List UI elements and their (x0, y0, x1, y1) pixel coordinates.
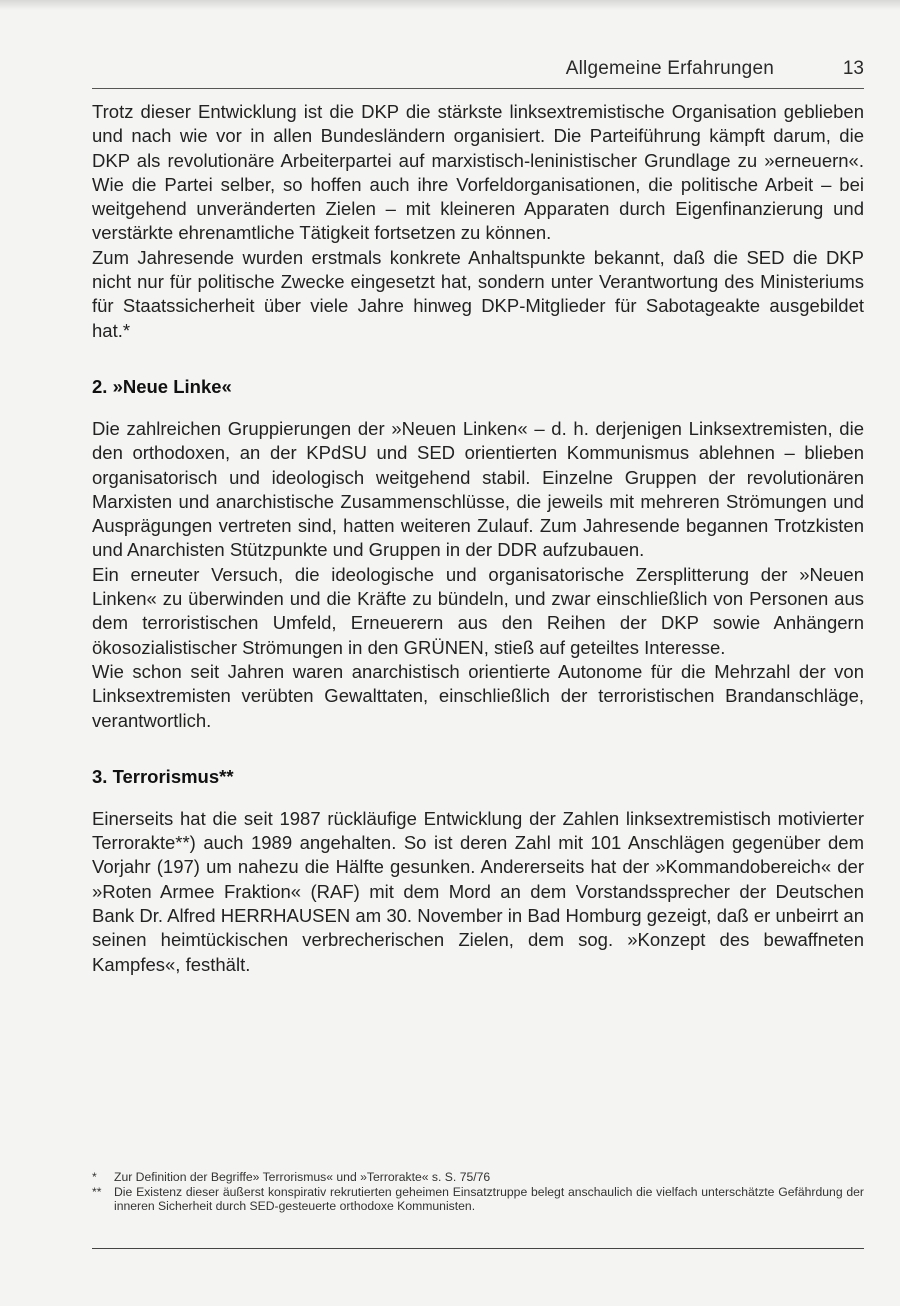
header-title: Allgemeine Erfahrungen (565, 58, 774, 79)
footnote (92, 1185, 864, 1214)
heading-terrorismus: 3. Terrorismus** (92, 765, 234, 787)
paragraph-neue-linke-unification: Ein erneuter Versuch, die ideologische und organisatorische Zersplitterung der »Neuen Linken« zu überwinden und die Kräfte zu bündeln, und zwar einschließlich von Personen aus dem terroristischen Umfeld, Erneuerern aus den Reihen der DKP sowie Anhängern ökosozialistischer Strömungen in den GRÜNEN, stieß auf geteiltes Interesse. (92, 563, 864, 658)
paragraph-terrorakte: Einerseits hat die seit 1987 rückläufige Entwicklung der Zahlen linksextremistisch motivierter Terrorakte**) auch 1989 angehalten. So ist deren Zahl mit 101 Anschlägen gegenüber dem Vorjahr (197) um nahezu die Hälfte gesunken. Andererseits hat der »Kommandobereich« der »Roten Armee Fraktion« (RAF) mit dem Mord an dem Vorstandssprecher der Deutschen Bank Dr. Alfred HERRHAUSEN am 30. November in Bad Homburg gezeigt, daß er unbeirrt an seinen heimtückischen verbrecherischen Zielen, dem sog. »Konzept des bewaffneten Kampfes«, festhält. (92, 807, 864, 975)
footnote (92, 1170, 864, 1185)
header-rule (92, 88, 864, 89)
paragraph-sed-sabotage: Zum Jahresende wurden erstmals konkrete Anhaltspunkte bekannt, daß die SED die DKP nicht nur für politische Zwecke eingesetzt hat, sondern unter Verantwortung des Ministeriums für Staatssicherheit über viele Jahre hinweg DKP-Mitglieder für Sabotageakte ausgebildet hat.* (92, 246, 864, 341)
footnote-marker: * (92, 1170, 97, 1184)
footer-rule (92, 1248, 864, 1249)
running-header (92, 58, 864, 88)
heading-neue-linke: 2. »Neue Linke« (92, 375, 232, 397)
paragraph-autonome: Wie schon seit Jahren waren anarchistisch orientierte Autonome für die Mehrzahl der von Linksextremisten verübten Gewalttaten, einschließlich der terroristischen Brandanschläge, verantwortlich. (92, 660, 864, 731)
page-number: 13 (842, 58, 864, 79)
paragraph-dkp-status: Trotz dieser Entwicklung ist die DKP die stärkste linksextremistische Organisation geblieben und nach wie vor in allen Bundesländern organisiert. Die Parteiführung kämpft darum, die DKP als revolutionäre Arbeiterpartei auf marxistisch-leninistischer Grundlage zu »erneuern«. Wie die Partei selber, so hoffen auch ihre Vorfeldorganisationen, die politische Arbeit – bei weitgehend unveränderten Zielen – mit kleineren Apparaten durch Eigenfinanzierung und verstärkte ehrenamtliche Tätigkeit fortsetzen zu können. (92, 101, 864, 244)
footnote-text: Die Existenz dieser äußerst konspirativ rekrutierten geheimen Einsatztruppe belegt anschaulich die vielfach unterschätzte Gefährdung der inneren Sicherheit durch SED-gesteuerte orthodoxe Kommunisten. (114, 1184, 864, 1214)
footnote-text: Zur Definition der Begriffe» Terrorismus« und »Terrorakte« s. S. 75/76 (114, 1170, 491, 1184)
footnote-marker: ** (92, 1184, 102, 1199)
body-text (92, 100, 864, 977)
paragraph-neue-linke-groups: Die zahlreichen Gruppierungen der »Neuen Linken« – d. h. derjenigen Linksextremisten, die den orthodoxen, an der KPdSU und SED orientierten Kommunismus ablehnen – blieben organisatorisch und ideologisch weitgehend stabil. Einzelne Gruppen der revolutionären Marxisten und anarchistische Zusammenschlüsse, die jeweils mit mehreren Strömungen und Ausprägungen vertreten sind, hatten weiteren Zulauf. Zum Jahresende begannen Trotzkisten und Anarchisten Stützpunkte und Gruppen in der DDR aufzubauen. (92, 417, 864, 561)
footnotes (92, 1170, 864, 1214)
